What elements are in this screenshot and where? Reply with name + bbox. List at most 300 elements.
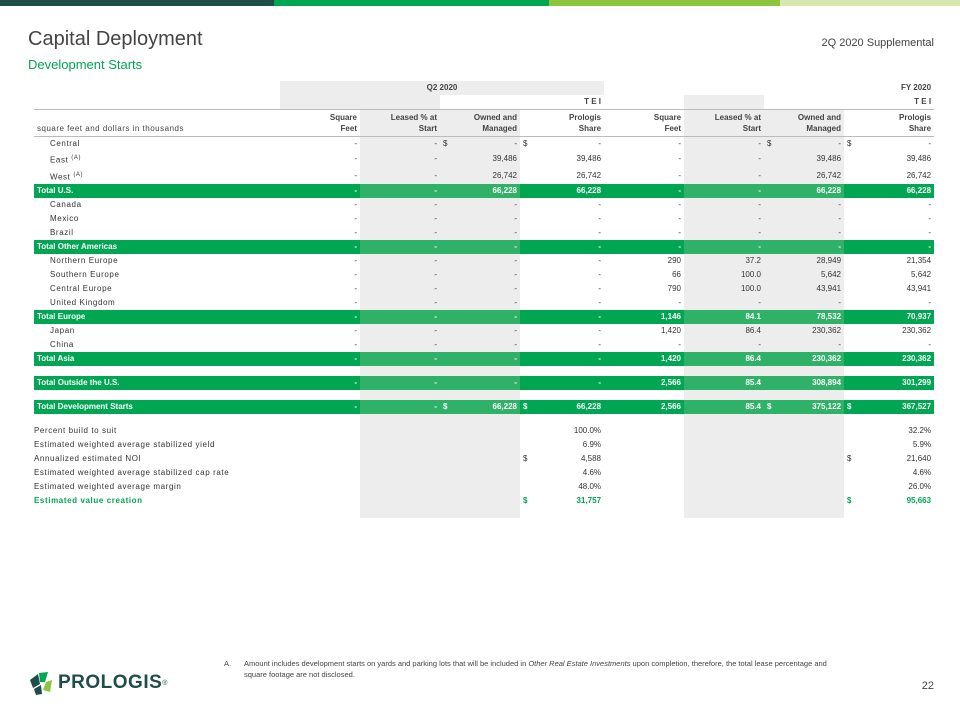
value-cell — [684, 400, 764, 414]
cell-value: - — [678, 186, 682, 196]
value-cell — [844, 466, 934, 480]
row-label-text: Central Europe — [50, 284, 113, 294]
cell-value: - — [598, 284, 602, 294]
metric-label: Estimated weighted average stabilized cap rate — [34, 468, 230, 478]
column-header-line: Square — [329, 113, 357, 122]
empty-cell — [764, 494, 844, 508]
metric-label: Estimated value creation — [34, 496, 143, 506]
value-cell — [764, 376, 844, 390]
cell-value: 790 — [667, 284, 682, 294]
row-label — [34, 137, 280, 152]
top-color-bar — [0, 0, 960, 6]
value-cell — [764, 282, 844, 296]
total-row — [34, 240, 934, 254]
value-cell — [520, 137, 604, 152]
currency-symbol: $ — [847, 402, 852, 412]
cell-value: - — [434, 139, 437, 148]
cell-value: - — [354, 270, 357, 280]
footnote-ref: (A) — [73, 171, 84, 178]
cell-value: - — [354, 214, 357, 224]
cell-value: 375,122 — [812, 402, 842, 412]
value-cell — [604, 400, 684, 414]
cell-value: 5,642 — [911, 270, 932, 280]
metric-label: Annualized estimated NOI — [34, 454, 142, 464]
spacer-cell — [360, 366, 440, 376]
cell-value: - — [928, 214, 932, 224]
value-cell — [520, 184, 604, 198]
empty-cell — [684, 452, 764, 466]
empty-cell — [684, 424, 764, 438]
value-cell — [360, 338, 440, 352]
cell-value: 28,949 — [816, 256, 842, 266]
spacer-cell — [360, 508, 440, 518]
column-header-line: Owned and — [473, 113, 517, 122]
empty-cell — [440, 466, 520, 480]
value-cell — [520, 151, 604, 168]
value-cell — [280, 352, 360, 366]
currency-symbol: $ — [523, 454, 528, 464]
cell-value: 5,642 — [820, 270, 842, 280]
cell-value: 1,420 — [660, 354, 682, 364]
cell-value: - — [758, 154, 762, 164]
value-cell — [604, 296, 684, 310]
empty-cell — [684, 480, 764, 494]
value-cell — [604, 376, 684, 390]
value-cell — [604, 226, 684, 240]
value-cell — [520, 282, 604, 296]
cell-value: - — [434, 312, 437, 322]
column-header-line: Leased % at — [714, 113, 762, 122]
value-cell — [280, 268, 360, 282]
cell-value: - — [928, 228, 932, 238]
value-cell — [604, 151, 684, 168]
column-header-line: Prologis — [569, 113, 602, 122]
value-cell — [604, 338, 684, 352]
value-cell — [520, 198, 604, 212]
value-cell — [764, 137, 844, 152]
column-header — [440, 110, 520, 137]
value-cell — [844, 376, 934, 390]
empty-cell — [280, 466, 360, 480]
value-cell — [764, 226, 844, 240]
value-cell — [604, 212, 684, 226]
column-header-row — [34, 110, 934, 137]
cell-value: - — [434, 154, 437, 164]
total-row — [34, 352, 934, 366]
tei-label-q2: T E I — [440, 95, 604, 110]
value-cell — [844, 254, 934, 268]
value-cell — [440, 212, 520, 226]
empty-cell — [684, 438, 764, 452]
cell-value: 230,362 — [812, 354, 842, 364]
cell-value: - — [598, 214, 602, 224]
value-cell — [360, 296, 440, 310]
cell-value: 39,486 — [906, 154, 932, 164]
column-header-line: Feet — [340, 124, 357, 133]
table-row — [34, 268, 934, 282]
value-cell — [844, 268, 934, 282]
cell-value: - — [514, 228, 517, 238]
row-label-text: United Kingdom — [50, 298, 116, 308]
row-label-text: Mexico — [50, 214, 79, 224]
total-row — [34, 376, 934, 390]
column-header — [684, 110, 764, 137]
column-header-line: Prologis — [899, 113, 932, 122]
value-cell — [844, 452, 934, 466]
spacer-cell — [604, 390, 684, 400]
cell-value: - — [514, 312, 517, 322]
table-row — [34, 168, 934, 185]
value-cell — [764, 400, 844, 414]
value-cell — [280, 137, 360, 152]
currency-symbol: $ — [443, 139, 448, 148]
value-cell — [520, 212, 604, 226]
value-cell — [764, 254, 844, 268]
empty-cell — [604, 466, 684, 480]
value-cell — [684, 226, 764, 240]
value-cell — [604, 198, 684, 212]
value-cell — [440, 400, 520, 414]
top-bar-segment — [274, 0, 549, 6]
value-cell — [280, 338, 360, 352]
cell-value: 39,486 — [816, 154, 842, 164]
value-cell — [764, 296, 844, 310]
cell-value: - — [598, 378, 602, 388]
empty-cell — [684, 494, 764, 508]
spacer-cell — [34, 366, 280, 376]
spacer-cell — [684, 508, 764, 518]
value-cell — [520, 254, 604, 268]
cell-value: 301,299 — [902, 378, 932, 388]
cell-value: 26,742 — [576, 170, 602, 180]
table-row — [34, 226, 934, 240]
spacer-cell — [604, 366, 684, 376]
value-cell — [440, 240, 520, 254]
footnote-mark: A. — [224, 659, 232, 668]
cell-value: - — [354, 154, 357, 164]
cell-value: - — [928, 298, 932, 308]
value-cell — [844, 400, 934, 414]
row-label — [34, 282, 280, 296]
cell-value: 230,362 — [812, 326, 842, 336]
value-cell — [844, 494, 934, 508]
empty-cell — [360, 438, 440, 452]
cell-value: 86.4 — [745, 354, 762, 364]
footnote-text-part: Amount includes development starts on yards and parking lots that will be included in — [244, 659, 529, 668]
empty-cell — [764, 438, 844, 452]
value-cell — [764, 240, 844, 254]
header-blank — [34, 95, 280, 110]
column-header-line: Managed — [806, 124, 842, 133]
header-blank — [684, 95, 764, 110]
value-cell — [684, 376, 764, 390]
header-blank — [360, 95, 440, 110]
spacer-row — [34, 390, 934, 400]
column-header-line: Share — [908, 124, 932, 133]
cell-value: 26,742 — [816, 170, 842, 180]
value-cell — [764, 151, 844, 168]
value-cell — [520, 310, 604, 324]
cell-value: 66,228 — [576, 186, 602, 196]
spacer-cell — [764, 366, 844, 376]
value-cell — [440, 352, 520, 366]
value-cell — [360, 254, 440, 268]
value-cell — [280, 400, 360, 414]
value-cell — [360, 184, 440, 198]
value-cell — [360, 212, 440, 226]
spacer-cell — [520, 390, 604, 400]
value-cell — [360, 151, 440, 168]
value-cell — [440, 151, 520, 168]
cell-value: 66 — [672, 270, 682, 280]
header-blank — [604, 95, 684, 110]
cell-value: - — [838, 228, 842, 238]
cell-value: - — [434, 242, 437, 252]
value-cell — [360, 240, 440, 254]
row-label-text: Northern Europe — [50, 256, 119, 266]
total-label: Total U.S. — [34, 184, 280, 198]
cell-value: 66,228 — [906, 186, 932, 196]
tei-label-fy: T E I — [764, 95, 934, 110]
empty-cell — [604, 494, 684, 508]
value-cell — [604, 168, 684, 185]
value-cell — [684, 338, 764, 352]
row-label-text: Southern Europe — [50, 270, 120, 280]
total-row — [34, 184, 934, 198]
value-cell — [684, 212, 764, 226]
cell-value: 100.0 — [740, 284, 762, 294]
empty-cell — [764, 424, 844, 438]
table-row — [34, 212, 934, 226]
value-cell — [360, 137, 440, 152]
value-cell — [764, 338, 844, 352]
cell-value: - — [354, 298, 357, 308]
currency-symbol: $ — [523, 139, 528, 148]
cell-value: - — [434, 402, 437, 412]
value-cell — [844, 226, 934, 240]
empty-cell — [360, 480, 440, 494]
cell-value: - — [434, 340, 437, 350]
spacer-cell — [280, 390, 360, 400]
value-cell — [684, 168, 764, 185]
metric-row — [34, 480, 934, 494]
value-cell — [280, 254, 360, 268]
column-header — [604, 110, 684, 137]
value-cell — [280, 240, 360, 254]
value-cell — [280, 282, 360, 296]
cell-value: - — [434, 284, 437, 294]
row-label-text: West — [50, 172, 71, 182]
cell-value: 39,486 — [576, 154, 602, 164]
value-cell — [684, 310, 764, 324]
value-cell — [520, 400, 604, 414]
row-label — [34, 168, 280, 185]
cell-value: - — [354, 354, 357, 364]
value-cell — [520, 352, 604, 366]
units-label: square feet and dollars in thousands — [34, 110, 280, 137]
value-cell — [440, 338, 520, 352]
cell-value: 26,742 — [906, 170, 932, 180]
cell-value: - — [514, 298, 517, 308]
cell-value: - — [758, 200, 762, 210]
row-label — [34, 296, 280, 310]
empty-cell — [604, 438, 684, 452]
spacer-cell — [280, 508, 360, 518]
value-cell — [520, 324, 604, 338]
cell-value: - — [758, 186, 762, 196]
cell-value: - — [598, 228, 602, 238]
value-cell — [844, 212, 934, 226]
value-cell — [764, 352, 844, 366]
column-header — [844, 110, 934, 137]
spacer-cell — [34, 508, 280, 518]
spacer-cell — [844, 508, 934, 518]
cell-value: 66,228 — [576, 402, 602, 412]
cell-value: - — [354, 284, 357, 294]
cell-value: - — [678, 242, 682, 252]
value-cell — [684, 240, 764, 254]
cell-value: 2,566 — [660, 402, 682, 412]
cell-value: - — [514, 378, 517, 388]
cell-value: 230,362 — [902, 326, 932, 336]
cell-value: - — [928, 242, 932, 252]
spacer-cell — [360, 390, 440, 400]
cell-value: - — [598, 200, 602, 210]
currency-symbol: $ — [767, 402, 772, 412]
cell-value: 21,640 — [906, 454, 932, 464]
cell-value: 66,228 — [816, 186, 842, 196]
cell-value: - — [678, 154, 682, 164]
footnote-ref: (A) — [71, 155, 82, 161]
value-cell — [684, 268, 764, 282]
cell-value: - — [434, 326, 437, 336]
value-cell — [360, 226, 440, 240]
period-fy: FY 2020 — [900, 83, 932, 92]
cell-value: 26,742 — [492, 170, 517, 180]
spacer-cell — [440, 390, 520, 400]
value-cell — [844, 324, 934, 338]
cell-value: - — [434, 228, 437, 238]
total-row — [34, 400, 934, 414]
cell-value: - — [514, 200, 517, 210]
column-header-line: Square — [653, 113, 682, 122]
currency-symbol: $ — [767, 139, 772, 148]
spacer-cell — [684, 390, 764, 400]
value-cell — [520, 466, 604, 480]
cell-value: - — [758, 298, 762, 308]
value-cell — [440, 310, 520, 324]
value-cell — [440, 376, 520, 390]
metric-label: Percent build to suit — [34, 426, 117, 436]
spacer-cell — [844, 414, 934, 424]
cell-value: - — [678, 214, 682, 224]
spacer-cell — [34, 414, 280, 424]
currency-symbol: $ — [847, 496, 852, 506]
row-label — [34, 198, 280, 212]
cell-value: - — [514, 214, 517, 224]
cell-value: - — [434, 214, 437, 224]
value-cell — [764, 324, 844, 338]
value-cell — [440, 168, 520, 185]
column-header-line: Start — [742, 124, 762, 133]
spacer-cell — [520, 508, 604, 518]
empty-cell — [440, 494, 520, 508]
cell-value: - — [598, 256, 602, 266]
row-label-text: East — [50, 155, 69, 165]
metric-row — [34, 452, 934, 466]
row-label — [34, 324, 280, 338]
table-row — [34, 254, 934, 268]
top-bar-segment — [549, 0, 780, 6]
row-label — [34, 226, 280, 240]
currency-symbol: $ — [523, 402, 528, 412]
value-cell — [360, 352, 440, 366]
spacer-cell — [440, 508, 520, 518]
cell-value: - — [354, 340, 357, 350]
cell-value: - — [838, 214, 842, 224]
cell-value: 31,757 — [576, 496, 602, 506]
spacer-cell — [360, 414, 440, 424]
header-blank — [280, 95, 360, 110]
cell-value: - — [354, 402, 357, 412]
cell-value: 43,941 — [816, 284, 842, 294]
empty-cell — [440, 452, 520, 466]
empty-cell — [360, 452, 440, 466]
column-header-line: Leased % at — [390, 113, 437, 122]
value-cell — [604, 310, 684, 324]
footnote — [224, 658, 844, 680]
empty-cell — [280, 438, 360, 452]
value-cell — [844, 310, 934, 324]
empty-cell — [360, 466, 440, 480]
empty-cell — [440, 438, 520, 452]
cell-value: - — [514, 284, 517, 294]
cell-value: 367,527 — [902, 402, 932, 412]
value-cell — [684, 198, 764, 212]
total-label: Total Outside the U.S. — [34, 376, 280, 390]
period-header-row — [34, 81, 934, 95]
row-label — [34, 268, 280, 282]
cell-value: 290 — [667, 256, 682, 266]
cell-value: - — [434, 200, 437, 210]
cell-value: - — [758, 139, 762, 148]
value-cell — [684, 151, 764, 168]
value-cell — [280, 212, 360, 226]
cell-value: - — [678, 340, 682, 350]
empty-cell — [604, 452, 684, 466]
cell-value: - — [598, 312, 602, 322]
cell-value: 43,941 — [906, 284, 932, 294]
column-header — [764, 110, 844, 137]
row-label-text: China — [50, 340, 74, 350]
cell-value: - — [678, 200, 682, 210]
logo-wordmark: PROLOGIS — [58, 672, 163, 693]
row-label — [34, 212, 280, 226]
prologis-logo-icon — [28, 670, 54, 696]
value-cell — [520, 268, 604, 282]
cell-value: 4.6% — [912, 468, 932, 478]
value-cell — [604, 184, 684, 198]
empty-cell — [764, 452, 844, 466]
value-cell — [764, 310, 844, 324]
row-label-text: Central — [50, 139, 80, 148]
cell-value: 230,362 — [902, 354, 932, 364]
row-label — [34, 151, 280, 168]
prologis-logo — [28, 670, 167, 696]
footnote-text-part: upon completion, therefore, the total lease percentage and square footage are not disclosed. — [244, 659, 827, 679]
value-cell — [520, 240, 604, 254]
cell-value: 32.2% — [908, 426, 932, 436]
